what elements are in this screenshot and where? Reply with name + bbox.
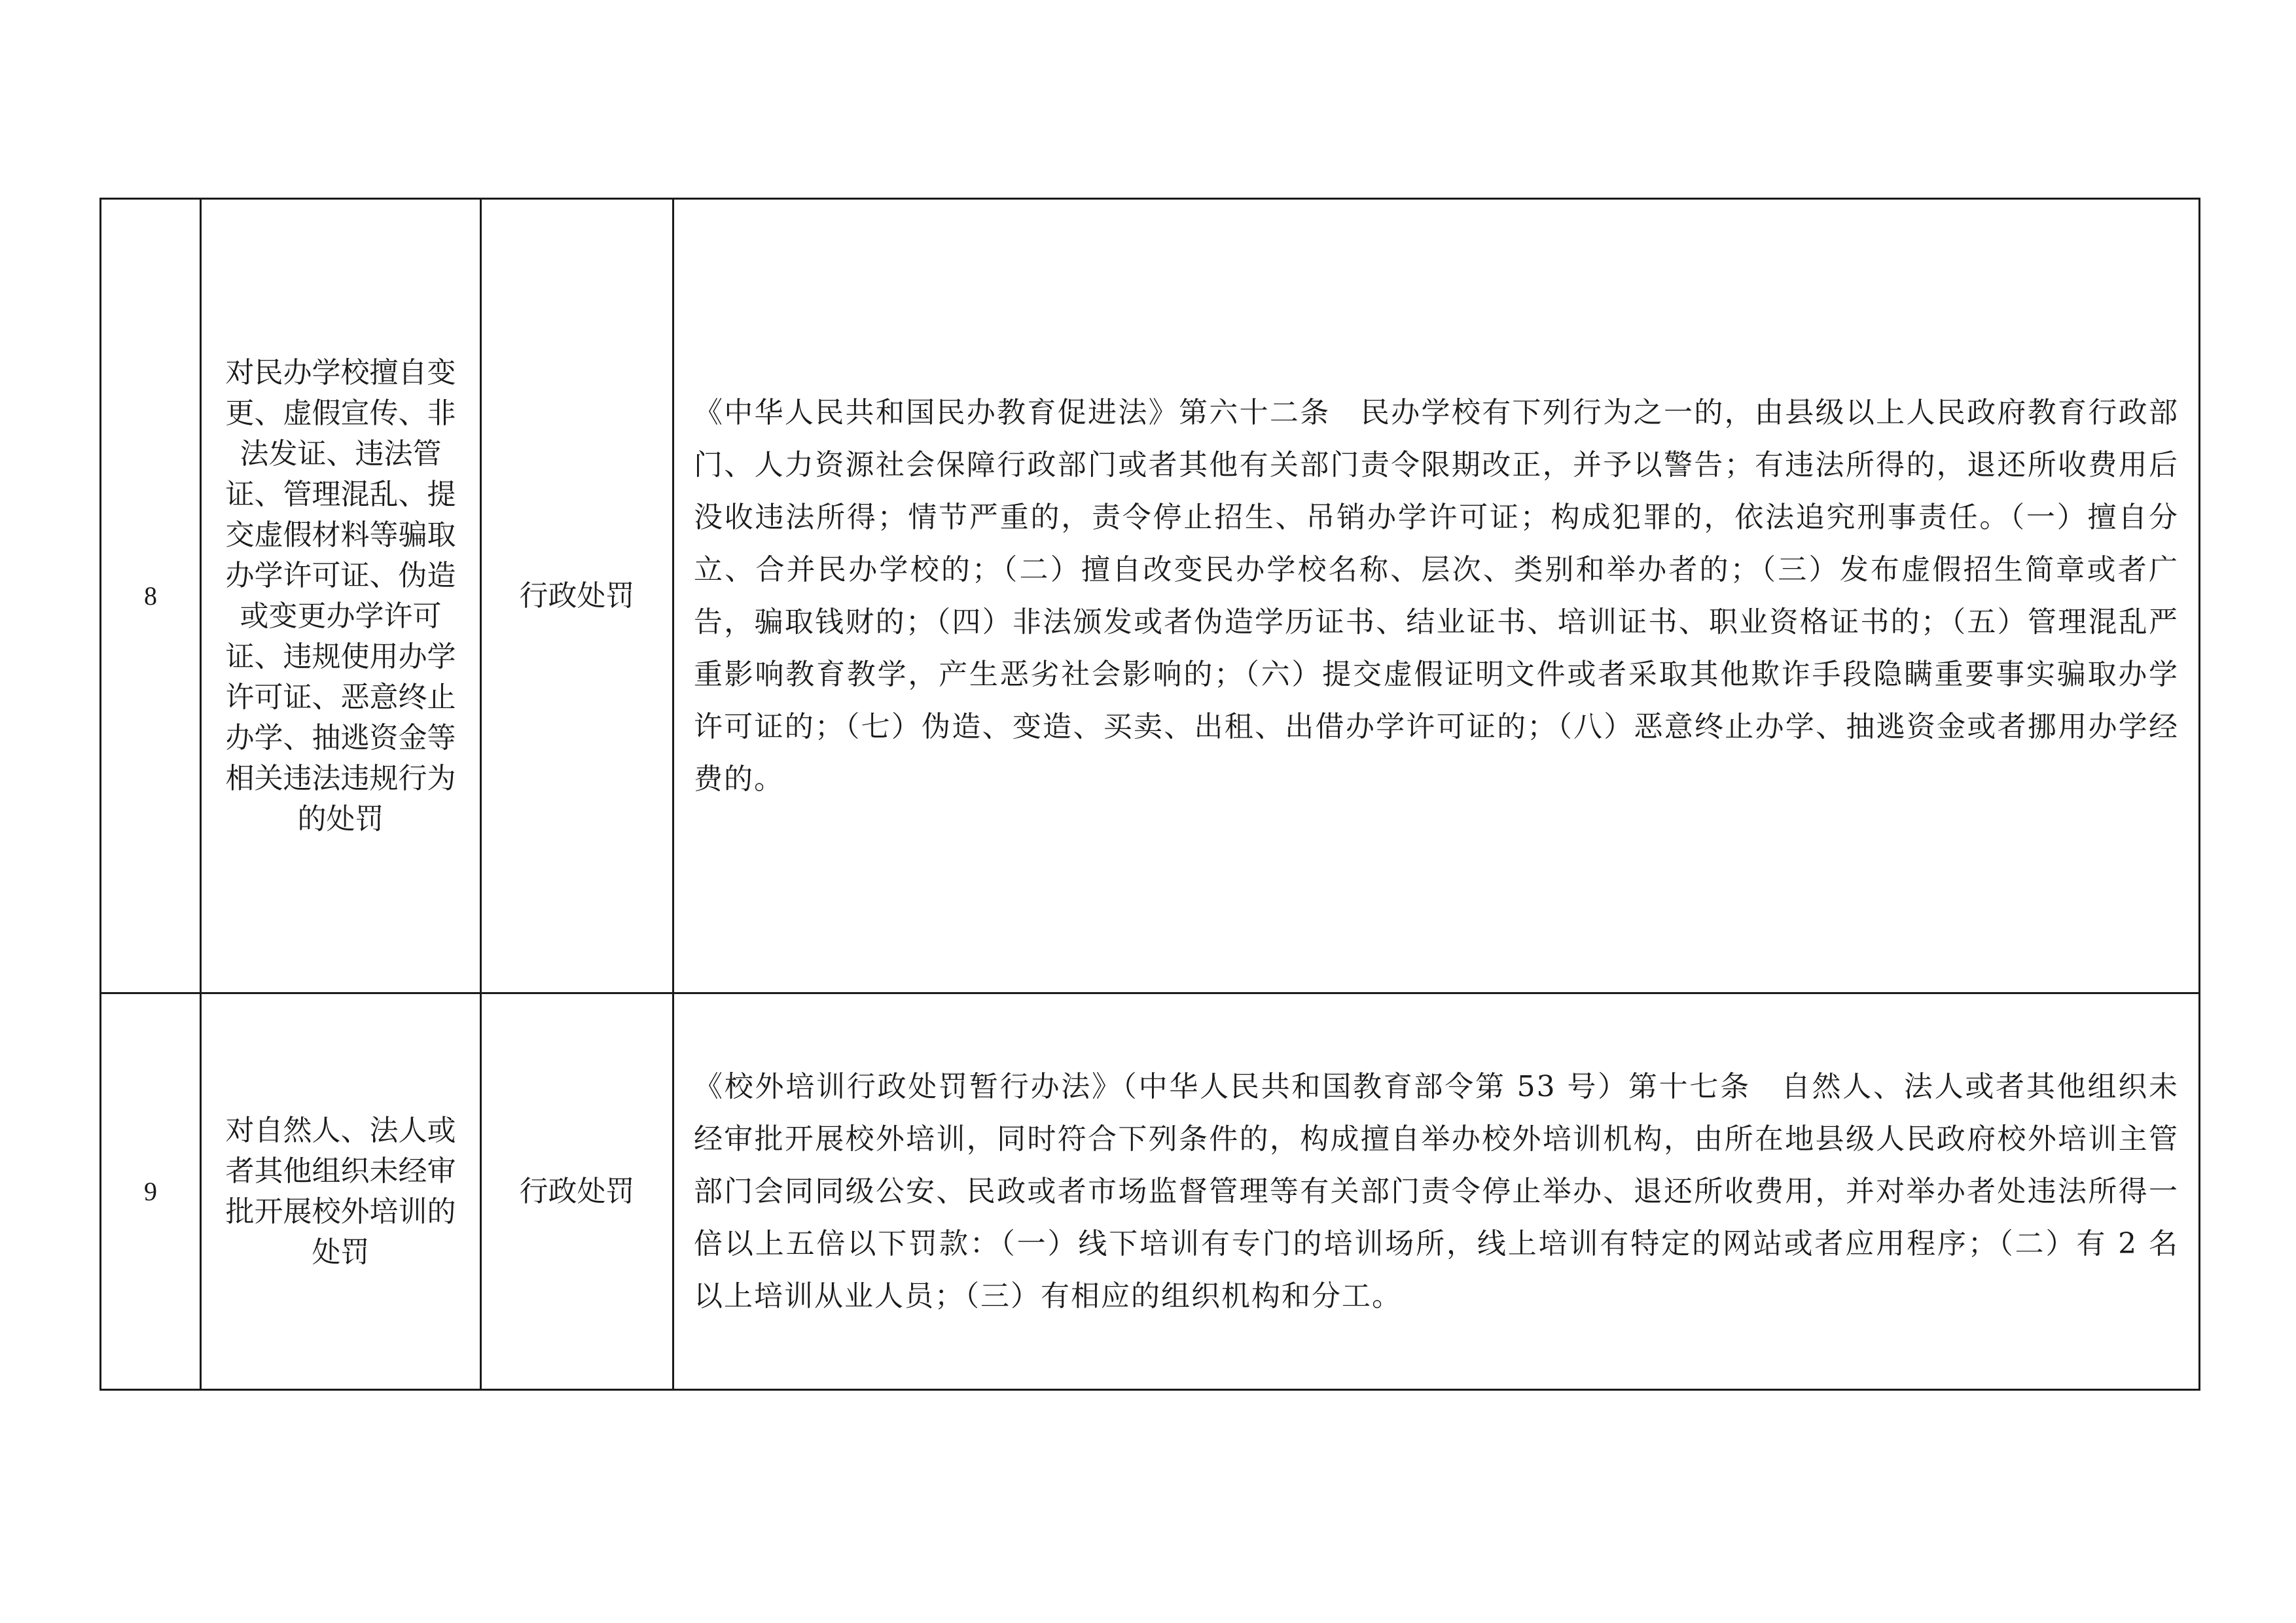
item-type: 行政处罚 [481, 993, 673, 1390]
regulation-table [99, 198, 2200, 1391]
table-row [101, 199, 2200, 993]
item-name: 对自然人、法人或者其他组织未经审批开展校外培训的处罚 [201, 993, 481, 1390]
table-row [101, 993, 2200, 1390]
legal-basis: 《中华人民共和国民办教育促进法》第六十二条 民办学校有下列行为之一的，由县级以上人民政府教育行政部门、人力资源社会保障行政部门或者其他有关部门责令限期改正，并予以警告；有违法所得的，退还所收费用后没收违法所得；情节严重的，责令停止招生、吊销办学许可证；构成犯罪的，依法追究刑事责任。（一）擅自分立、合并民办学校的；（二）擅自改变民办学校名称、层次、类别和举办者的；（三）发布虚假招生简章或者广告，骗取钱财的；（四）非法颁发或者伪造学历证书、结业证书、培训证书、职业资格证书的；（五）管理混乱严重影响教育教学，产生恶劣社会影响的；（六）提交虚假证明文件或者采取其他欺诈手段隐瞒重要事实骗取办学许可证的；（七）伪造、变造、买卖、出租、出借办学许可证的；（八）恶意终止办学、抽逃资金或者挪用办学经费的。 [673, 199, 2200, 993]
legal-basis: 《校外培训行政处罚暂行办法》（中华人民共和国教育部令第 53 号）第十七条 自然人、法人或者其他组织未经审批开展校外培训，同时符合下列条件的，构成擅自举办校外培训机构，由所在地县级人民政府校外培训主管部门会同同级公安、民政或者市场监督管理等有关部门责令停止举办、退还所收费用，并对举办者处违法所得一倍以上五倍以下罚款：（一）线下培训有专门的培训场所，线上培训有特定的网站或者应用程序；（二）有 2 名以上培训从业人员；（三）有相应的组织机构和分工。 [673, 993, 2200, 1390]
item-type: 行政处罚 [481, 199, 673, 993]
item-name: 对民办学校擅自变更、虚假宣传、非法发证、违法管证、管理混乱、提交虚假材料等骗取办学许可证、伪造或变更办学许可证、违规使用办学许可证、恶意终止办学、抽逃资金等相关违法违规行为的处罚 [201, 199, 481, 993]
row-number: 8 [101, 199, 201, 993]
row-number: 9 [101, 993, 201, 1390]
